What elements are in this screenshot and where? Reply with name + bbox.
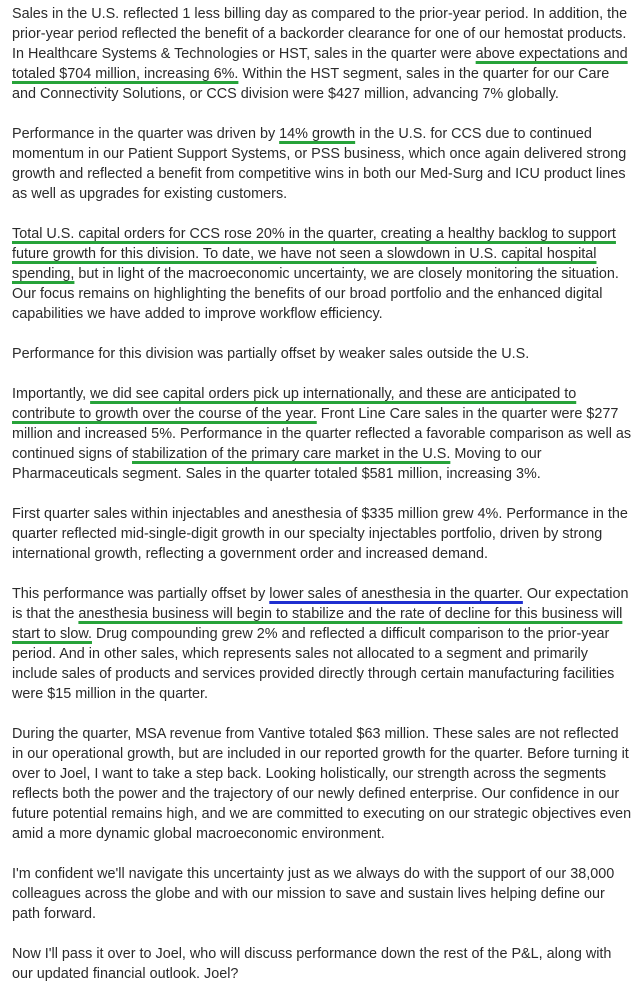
transcript-paragraph [12,864,632,924]
transcript-paragraph [12,504,632,564]
text-segment: Front Line Care sales in the quarter were $277 million and increased 5%. Performance in the quarter reflected a favorable comparison as well as continued signs of [12,406,632,462]
text-segment: Moving to our Pharmaceuticals segment. Sales in the quarter totaled $581 million, increasing 3%. [12,446,542,482]
text-segment: Within the HST segment, sales in the quarter for our Care and Connectivity Solutions, or CCS division were $427 million, advancing 7% globally. [12,66,610,102]
text-segment: Our expectation is that the [12,586,629,622]
text-segment: but in light of the macroeconomic uncertainty, we are closely monitoring the situation. Our focus remains on highlighting the benefits of our broad portfolio and the enhanced digital capabilities we have added to improve workflow efficiency. [12,266,619,322]
transcript-document [12,4,632,1004]
transcript-paragraph [12,724,632,844]
text-segment: Drug compounding grew 2% and reflected a difficult comparison to the prior-year period. And in other sales, which represents sales not allocated to a segment and primarily include sales of products and services provided directly through certain manufacturing facilities were $15 million in the quarter. [12,626,615,702]
text-segment: Importantly, [12,386,91,402]
highlighted-text-green: 14% growth [279,126,356,142]
highlighted-text-blue: lower sales of anesthesia in the quarter. [269,586,523,602]
transcript-paragraph [12,344,632,364]
text-segment: Performance for this division was partially offset by weaker sales outside the U.S. [12,346,530,362]
highlighted-text-green: stabilization of the primary care market in the U.S. [132,446,451,462]
transcript-paragraph [12,384,632,484]
highlighted-text-green: Total U.S. capital orders for CCS rose 20% in the quarter, creating a healthy backlog to support future growth for this division. To date, we have not seen a slowdown in U.S. capital hospital spending, [12,226,616,282]
highlighted-text-green: we did see capital orders pick up internationally, and these are anticipated to contribute to growth over the course of the year. [12,386,577,422]
transcript-paragraph [12,944,632,984]
text-segment: During the quarter, MSA revenue from Vantive totaled $63 million. These sales are not reflected in our operational growth, but are included in our reported growth for the quarter. Before turning it over to Joel, I want to take a step back. Looking holistically, our strength across the segments reflects both the power and the trajectory of our newly defined enterprise. Our confidence in our future potential remains high, and we are committed to executing on our strategic objectives even amid a more dynamic global macroeconomic environment. [12,726,632,842]
text-segment: Now I'll pass it over to Joel, who will discuss performance down the rest of the P&L, along with our updated financial outlook. Joel? [12,946,612,982]
transcript-paragraph [12,4,632,104]
text-segment: I'm confident we'll navigate this uncertainty just as we always do with the support of our 38,000 colleagues across the globe and with our mission to save and sustain lives helping define our path forward. [12,866,615,922]
transcript-paragraph [12,224,632,324]
text-segment: Performance in the quarter was driven by [12,126,280,142]
transcript-paragraph [12,124,632,204]
highlighted-text-green: anesthesia business will begin to stabilize and the rate of decline for this business will start to slow. [12,606,623,642]
text-segment: First quarter sales within injectables and anesthesia of $335 million grew 4%. Performance in the quarter reflected mid-single-digit growth in our specialty injectables portfolio, driven by strong international growth, reflecting a government order and increased demand. [12,506,628,562]
text-segment: in the U.S. for CCS due to continued momentum in our Patient Support Systems, or PSS business, which once again delivered strong growth and reflected a benefit from competitive wins in both our Med-Surg and ICU product lines as well as upgrades for existing customers. [12,126,627,202]
highlighted-text-green: above expectations and totaled $704 million, increasing 6%. [12,46,628,82]
text-segment: This performance was partially offset by [12,586,270,602]
text-segment: Sales in the U.S. reflected 1 less billing day as compared to the prior-year period. In addition, the prior-year period reflected the benefit of a backorder clearance for one of our hemostat products. In Healthcare Systems & Technologies or HST, sales in the quarter were [12,6,628,62]
transcript-paragraph [12,584,632,704]
